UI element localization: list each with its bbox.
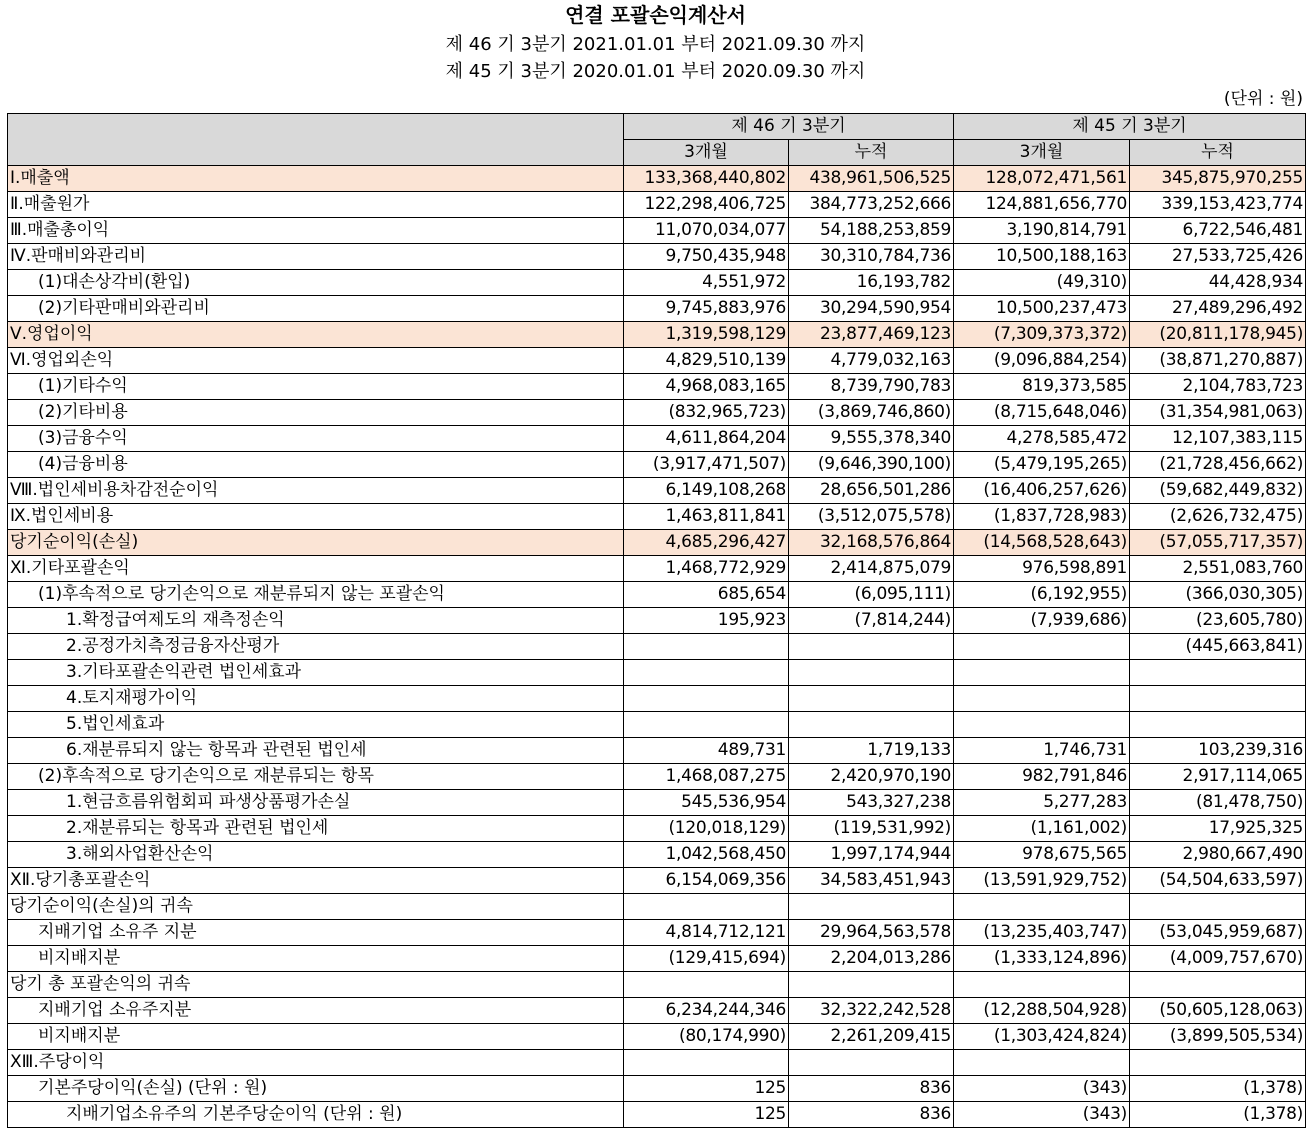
row-label: ⅩⅢ.주당이익 bbox=[8, 1050, 624, 1076]
table-row bbox=[8, 348, 1306, 374]
row-label: Ⅸ.법인세비용 bbox=[8, 504, 624, 530]
cell-prior-three-month: (12,288,504,928) bbox=[954, 998, 1130, 1024]
cell-prior-cumulative: (57,055,717,357) bbox=[1130, 530, 1306, 556]
cell-current-cumulative: 836 bbox=[789, 1102, 954, 1128]
table-row bbox=[8, 296, 1306, 322]
table-row bbox=[8, 322, 1306, 348]
table-row bbox=[8, 686, 1306, 712]
cell-prior-three-month: (343) bbox=[954, 1102, 1130, 1128]
cell-prior-cumulative: 2,551,083,760 bbox=[1130, 556, 1306, 582]
row-label: Ⅱ.매출원가 bbox=[8, 192, 624, 218]
row-label: (1)대손상각비(환입) bbox=[8, 270, 624, 296]
table-row bbox=[8, 1024, 1306, 1050]
cell-current-cumulative: 4,779,032,163 bbox=[789, 348, 954, 374]
cell-current-cumulative: 9,555,378,340 bbox=[789, 426, 954, 452]
cell-prior-cumulative: (31,354,981,063) bbox=[1130, 400, 1306, 426]
row-label: Ⅴ.영업이익 bbox=[8, 322, 624, 348]
cell-prior-cumulative: 2,980,667,490 bbox=[1130, 842, 1306, 868]
cell-current-cumulative bbox=[789, 660, 954, 686]
row-label: (4)금융비용 bbox=[8, 452, 624, 478]
table-row bbox=[8, 842, 1306, 868]
cell-prior-three-month: (343) bbox=[954, 1076, 1130, 1102]
cell-current-cumulative: 836 bbox=[789, 1076, 954, 1102]
cell-prior-three-month: 982,791,846 bbox=[954, 764, 1130, 790]
table-row bbox=[8, 166, 1306, 192]
table-row bbox=[8, 946, 1306, 972]
row-label: 4.토지재평가이익 bbox=[8, 686, 624, 712]
header-current-cumulative: 누적 bbox=[789, 140, 954, 166]
cell-prior-three-month: (1,837,728,983) bbox=[954, 504, 1130, 530]
cell-current-three-month bbox=[624, 660, 789, 686]
cell-current-cumulative: 16,193,782 bbox=[789, 270, 954, 296]
cell-prior-cumulative: (1,378) bbox=[1130, 1076, 1306, 1102]
table-row bbox=[8, 556, 1306, 582]
cell-prior-three-month: (13,235,403,747) bbox=[954, 920, 1130, 946]
cell-prior-three-month: 978,675,565 bbox=[954, 842, 1130, 868]
cell-prior-cumulative: 2,104,783,723 bbox=[1130, 374, 1306, 400]
row-label: (1)후속적으로 당기손익으로 재분류되지 않는 포괄손익 bbox=[8, 582, 624, 608]
cell-prior-cumulative bbox=[1130, 894, 1306, 920]
cell-current-three-month: 4,814,712,121 bbox=[624, 920, 789, 946]
cell-prior-cumulative bbox=[1130, 712, 1306, 738]
table-row bbox=[8, 374, 1306, 400]
cell-current-three-month bbox=[624, 686, 789, 712]
cell-prior-three-month: 128,072,471,561 bbox=[954, 166, 1130, 192]
cell-prior-three-month bbox=[954, 894, 1130, 920]
header-prior-cumulative: 누적 bbox=[1130, 140, 1306, 166]
row-label: 2.재분류되는 항목과 관련된 법인세 bbox=[8, 816, 624, 842]
row-label: 3.해외사업환산손익 bbox=[8, 842, 624, 868]
cell-current-cumulative: 1,997,174,944 bbox=[789, 842, 954, 868]
cell-current-three-month: (129,415,694) bbox=[624, 946, 789, 972]
cell-current-three-month bbox=[624, 1050, 789, 1076]
table-row bbox=[8, 218, 1306, 244]
cell-prior-cumulative bbox=[1130, 660, 1306, 686]
table-row bbox=[8, 608, 1306, 634]
table-row bbox=[8, 998, 1306, 1024]
cell-prior-cumulative: 27,489,296,492 bbox=[1130, 296, 1306, 322]
row-label: 지배기업 소유주 지분 bbox=[8, 920, 624, 946]
cell-current-cumulative: (6,095,111) bbox=[789, 582, 954, 608]
table-row bbox=[8, 400, 1306, 426]
cell-current-cumulative: 543,327,238 bbox=[789, 790, 954, 816]
cell-current-three-month: 9,750,435,948 bbox=[624, 244, 789, 270]
cell-prior-cumulative: 103,239,316 bbox=[1130, 738, 1306, 764]
cell-current-three-month: 133,368,440,802 bbox=[624, 166, 789, 192]
cell-prior-three-month: (7,939,686) bbox=[954, 608, 1130, 634]
cell-prior-cumulative: (21,728,456,662) bbox=[1130, 452, 1306, 478]
cell-current-cumulative bbox=[789, 1050, 954, 1076]
cell-prior-three-month bbox=[954, 712, 1130, 738]
cell-prior-cumulative: 6,722,546,481 bbox=[1130, 218, 1306, 244]
cell-current-cumulative: 30,310,784,736 bbox=[789, 244, 954, 270]
row-label: (1)기타수익 bbox=[8, 374, 624, 400]
table-row bbox=[8, 244, 1306, 270]
cell-current-cumulative: 29,964,563,578 bbox=[789, 920, 954, 946]
cell-current-three-month: 6,234,244,346 bbox=[624, 998, 789, 1024]
cell-current-cumulative bbox=[789, 634, 954, 660]
cell-prior-three-month: (6,192,955) bbox=[954, 582, 1130, 608]
cell-prior-cumulative: (50,605,128,063) bbox=[1130, 998, 1306, 1024]
cell-prior-cumulative: 339,153,423,774 bbox=[1130, 192, 1306, 218]
cell-prior-three-month: 1,746,731 bbox=[954, 738, 1130, 764]
row-label: 3.기타포괄손익관련 법인세효과 bbox=[8, 660, 624, 686]
table-row bbox=[8, 816, 1306, 842]
cell-current-cumulative: 2,420,970,190 bbox=[789, 764, 954, 790]
cell-current-cumulative: 23,877,469,123 bbox=[789, 322, 954, 348]
table-row bbox=[8, 504, 1306, 530]
cell-prior-cumulative: (23,605,780) bbox=[1130, 608, 1306, 634]
cell-prior-cumulative: (1,378) bbox=[1130, 1102, 1306, 1128]
cell-current-cumulative: 32,168,576,864 bbox=[789, 530, 954, 556]
cell-current-three-month: 1,463,811,841 bbox=[624, 504, 789, 530]
prior-period-line: 제 45 기 3분기 2020.01.01 부터 2020.09.30 까지 bbox=[445, 61, 866, 82]
cell-current-cumulative: 30,294,590,954 bbox=[789, 296, 954, 322]
cell-current-three-month: 6,154,069,356 bbox=[624, 868, 789, 894]
cell-current-cumulative: 2,204,013,286 bbox=[789, 946, 954, 972]
header-current-period: 제 46 기 3분기 bbox=[624, 114, 954, 140]
table-row bbox=[8, 1050, 1306, 1076]
cell-current-three-month: 122,298,406,725 bbox=[624, 192, 789, 218]
cell-prior-three-month: 4,278,585,472 bbox=[954, 426, 1130, 452]
cell-current-three-month bbox=[624, 712, 789, 738]
cell-current-cumulative: (119,531,992) bbox=[789, 816, 954, 842]
cell-current-three-month: 4,829,510,139 bbox=[624, 348, 789, 374]
row-label: Ⅲ.매출총이익 bbox=[8, 218, 624, 244]
cell-prior-three-month: 5,277,283 bbox=[954, 790, 1130, 816]
table-row bbox=[8, 790, 1306, 816]
cell-prior-cumulative: (445,663,841) bbox=[1130, 634, 1306, 660]
cell-prior-three-month: (5,479,195,265) bbox=[954, 452, 1130, 478]
table-row bbox=[8, 738, 1306, 764]
cell-current-three-month: 1,468,772,929 bbox=[624, 556, 789, 582]
cell-prior-cumulative: 12,107,383,115 bbox=[1130, 426, 1306, 452]
row-label: 5.법인세효과 bbox=[8, 712, 624, 738]
cell-prior-three-month bbox=[954, 686, 1130, 712]
cell-current-cumulative: (9,646,390,100) bbox=[789, 452, 954, 478]
unit-label: (단위 : 원) bbox=[1223, 89, 1303, 109]
row-label: 당기순이익(손실)의 귀속 bbox=[8, 894, 624, 920]
cell-current-three-month: (3,917,471,507) bbox=[624, 452, 789, 478]
cell-current-three-month: 1,319,598,129 bbox=[624, 322, 789, 348]
cell-current-three-month: (832,965,723) bbox=[624, 400, 789, 426]
cell-prior-cumulative bbox=[1130, 686, 1306, 712]
row-label: 당기 총 포괄손익의 귀속 bbox=[8, 972, 624, 998]
cell-prior-three-month bbox=[954, 1050, 1130, 1076]
table-row bbox=[8, 192, 1306, 218]
row-label: 1.현금흐름위험회피 파생상품평가손실 bbox=[8, 790, 624, 816]
cell-current-three-month: 489,731 bbox=[624, 738, 789, 764]
cell-prior-cumulative: 44,428,934 bbox=[1130, 270, 1306, 296]
cell-prior-cumulative: (20,811,178,945) bbox=[1130, 322, 1306, 348]
cell-prior-cumulative: (81,478,750) bbox=[1130, 790, 1306, 816]
cell-prior-three-month bbox=[954, 972, 1130, 998]
row-label: Ⅰ.매출액 bbox=[8, 166, 624, 192]
cell-prior-three-month: 10,500,237,473 bbox=[954, 296, 1130, 322]
header-current-three-month: 3개월 bbox=[624, 140, 789, 166]
row-label: Ⅳ.판매비와관리비 bbox=[8, 244, 624, 270]
cell-current-cumulative: (3,512,075,578) bbox=[789, 504, 954, 530]
cell-current-cumulative: 438,961,506,525 bbox=[789, 166, 954, 192]
cell-prior-three-month: (49,310) bbox=[954, 270, 1130, 296]
row-label: (3)금융수익 bbox=[8, 426, 624, 452]
cell-current-three-month bbox=[624, 972, 789, 998]
table-row bbox=[8, 270, 1306, 296]
row-label: Ⅵ.영업외손익 bbox=[8, 348, 624, 374]
cell-prior-cumulative: (59,682,449,832) bbox=[1130, 478, 1306, 504]
cell-current-three-month: 125 bbox=[624, 1076, 789, 1102]
cell-prior-three-month: (1,161,002) bbox=[954, 816, 1130, 842]
table-row bbox=[8, 712, 1306, 738]
row-label: 비지배지분 bbox=[8, 1024, 624, 1050]
cell-current-three-month bbox=[624, 634, 789, 660]
row-label: 지배기업소유주의 기본주당순이익 (단위 : 원) bbox=[8, 1102, 624, 1128]
table-row bbox=[8, 1076, 1306, 1102]
cell-prior-three-month: (7,309,373,372) bbox=[954, 322, 1130, 348]
cell-current-cumulative bbox=[789, 712, 954, 738]
cell-prior-cumulative: 345,875,970,255 bbox=[1130, 166, 1306, 192]
header-blank-cell bbox=[8, 114, 624, 166]
cell-current-three-month: 11,070,034,077 bbox=[624, 218, 789, 244]
cell-current-three-month: (120,018,129) bbox=[624, 816, 789, 842]
cell-prior-three-month: (14,568,528,643) bbox=[954, 530, 1130, 556]
cell-prior-three-month: (9,096,884,254) bbox=[954, 348, 1130, 374]
table-row bbox=[8, 426, 1306, 452]
cell-prior-three-month: (16,406,257,626) bbox=[954, 478, 1130, 504]
cell-current-cumulative: 1,719,133 bbox=[789, 738, 954, 764]
cell-prior-three-month: 124,881,656,770 bbox=[954, 192, 1130, 218]
row-label: Ⅺ.기타포괄손익 bbox=[8, 556, 624, 582]
table-row bbox=[8, 582, 1306, 608]
cell-prior-cumulative: (3,899,505,534) bbox=[1130, 1024, 1306, 1050]
cell-prior-cumulative bbox=[1130, 1050, 1306, 1076]
cell-current-cumulative: 8,739,790,783 bbox=[789, 374, 954, 400]
cell-current-cumulative: 2,414,875,079 bbox=[789, 556, 954, 582]
row-label: 지배기업 소유주지분 bbox=[8, 998, 624, 1024]
cell-prior-cumulative: (2,626,732,475) bbox=[1130, 504, 1306, 530]
row-label: 1.확정급여제도의 재측정손익 bbox=[8, 608, 624, 634]
cell-current-three-month: 4,685,296,427 bbox=[624, 530, 789, 556]
table-row bbox=[8, 634, 1306, 660]
cell-prior-cumulative: (4,009,757,670) bbox=[1130, 946, 1306, 972]
header-prior-period: 제 45 기 3분기 bbox=[954, 114, 1306, 140]
cell-current-cumulative: (7,814,244) bbox=[789, 608, 954, 634]
cell-current-cumulative: 34,583,451,943 bbox=[789, 868, 954, 894]
cell-current-three-month bbox=[624, 894, 789, 920]
cell-prior-three-month: (1,333,124,896) bbox=[954, 946, 1130, 972]
cell-current-three-month: 4,551,972 bbox=[624, 270, 789, 296]
cell-prior-three-month: 819,373,585 bbox=[954, 374, 1130, 400]
cell-prior-cumulative: 17,925,325 bbox=[1130, 816, 1306, 842]
table-body bbox=[8, 166, 1306, 1128]
row-label: 2.공정가치측정금융자산평가 bbox=[8, 634, 624, 660]
cell-prior-three-month bbox=[954, 634, 1130, 660]
table-row bbox=[8, 478, 1306, 504]
cell-prior-cumulative: 2,917,114,065 bbox=[1130, 764, 1306, 790]
table-row bbox=[8, 972, 1306, 998]
cell-current-cumulative: 2,261,209,415 bbox=[789, 1024, 954, 1050]
row-label: (2)후속적으로 당기손익으로 재분류되는 항목 bbox=[8, 764, 624, 790]
cell-prior-three-month: 10,500,188,163 bbox=[954, 244, 1130, 270]
cell-prior-three-month: (8,715,648,046) bbox=[954, 400, 1130, 426]
row-label: ⅩⅡ.당기총포괄손익 bbox=[8, 868, 624, 894]
table-row bbox=[8, 452, 1306, 478]
table-row bbox=[8, 920, 1306, 946]
cell-prior-cumulative: (38,871,270,887) bbox=[1130, 348, 1306, 374]
cell-prior-three-month: 3,190,814,791 bbox=[954, 218, 1130, 244]
cell-current-three-month: 125 bbox=[624, 1102, 789, 1128]
cell-current-three-month: 545,536,954 bbox=[624, 790, 789, 816]
cell-current-three-month: 4,968,083,165 bbox=[624, 374, 789, 400]
cell-current-three-month: 1,468,087,275 bbox=[624, 764, 789, 790]
cell-prior-three-month: (13,591,929,752) bbox=[954, 868, 1130, 894]
cell-current-cumulative: 32,322,242,528 bbox=[789, 998, 954, 1024]
cell-current-cumulative bbox=[789, 894, 954, 920]
header-row-groups bbox=[8, 114, 1306, 140]
cell-current-cumulative: 28,656,501,286 bbox=[789, 478, 954, 504]
cell-prior-three-month: (1,303,424,824) bbox=[954, 1024, 1130, 1050]
cell-prior-cumulative: (54,504,633,597) bbox=[1130, 868, 1306, 894]
cell-prior-three-month bbox=[954, 660, 1130, 686]
cell-current-cumulative: 384,773,252,666 bbox=[789, 192, 954, 218]
cell-current-three-month: 6,149,108,268 bbox=[624, 478, 789, 504]
cell-prior-cumulative: 27,533,725,426 bbox=[1130, 244, 1306, 270]
cell-current-cumulative: 54,188,253,859 bbox=[789, 218, 954, 244]
row-label: Ⅷ.법인세비용차감전순이익 bbox=[8, 478, 624, 504]
header-prior-three-month: 3개월 bbox=[954, 140, 1130, 166]
cell-current-three-month: 4,611,864,204 bbox=[624, 426, 789, 452]
table-row bbox=[8, 1102, 1306, 1128]
row-label: (2)기타판매비와관리비 bbox=[8, 296, 624, 322]
table-header bbox=[8, 114, 1306, 166]
cell-prior-cumulative bbox=[1130, 972, 1306, 998]
cell-current-three-month: 195,923 bbox=[624, 608, 789, 634]
cell-prior-cumulative: (366,030,305) bbox=[1130, 582, 1306, 608]
cell-current-cumulative bbox=[789, 686, 954, 712]
cell-current-three-month: 685,654 bbox=[624, 582, 789, 608]
cell-current-three-month: 9,745,883,976 bbox=[624, 296, 789, 322]
current-period-line: 제 46 기 3분기 2021.01.01 부터 2021.09.30 까지 bbox=[445, 34, 866, 55]
table-row bbox=[8, 764, 1306, 790]
cell-prior-cumulative: (53,045,959,687) bbox=[1130, 920, 1306, 946]
row-label: 기본주당이익(손실) (단위 : 원) bbox=[8, 1076, 624, 1102]
cell-current-three-month: (80,174,990) bbox=[624, 1024, 789, 1050]
income-statement-table bbox=[7, 113, 1306, 1128]
cell-current-cumulative bbox=[789, 972, 954, 998]
statement-title: 연결 포괄손익계산서 bbox=[565, 3, 746, 27]
table-row bbox=[8, 660, 1306, 686]
row-label: 비지배지분 bbox=[8, 946, 624, 972]
row-label: 당기순이익(손실) bbox=[8, 530, 624, 556]
row-label: 6.재분류되지 않는 항목과 관련된 법인세 bbox=[8, 738, 624, 764]
table-row bbox=[8, 894, 1306, 920]
row-label: (2)기타비용 bbox=[8, 400, 624, 426]
cell-current-three-month: 1,042,568,450 bbox=[624, 842, 789, 868]
table-row bbox=[8, 530, 1306, 556]
cell-current-cumulative: (3,869,746,860) bbox=[789, 400, 954, 426]
table-row bbox=[8, 868, 1306, 894]
cell-prior-three-month: 976,598,891 bbox=[954, 556, 1130, 582]
